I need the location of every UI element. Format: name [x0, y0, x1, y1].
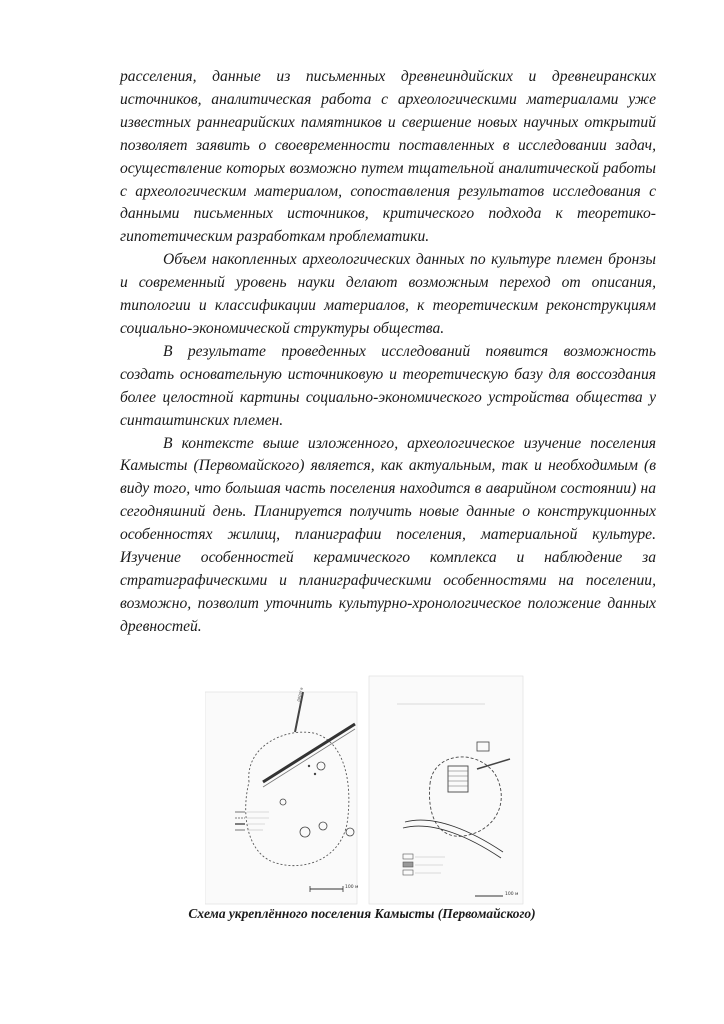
left-scale-label: 100 м — [345, 885, 359, 890]
settlement-scheme-drawing — [205, 674, 525, 906]
figure-caption: Схема укреплённого поселения Камысты (Первомайского) — [188, 906, 536, 921]
right-plan-sheet — [369, 676, 523, 904]
left-plan-sheet — [205, 692, 357, 904]
paragraph-4: В контексте выше изложенного, археологическое изучение поселения Камысты (Первомайского) является, как актуальным, так и необходимым (в виду того, что большая часть поселения находится в аварийном состоянии) на сегодняшний день. Планируется получить новые данные о конструкционных особенностях жилищ, планиграфии поселения, материальной культуре. Изучение особенностей керамического комплекса и наблюдение за стратиграфическими и планиграфическими особенностями на поселении, возможно, позволит уточнить культурно-хронологическое положение данных древностей. — [120, 434, 656, 635]
svg-text:дорога: дорога — [295, 686, 304, 703]
right-scale-label: 100 м — [505, 892, 519, 897]
paragraph-3: В результате проведенных исследований появится возможность создать основательную источниковую и теоретическую базу для воссоздания более целостной картины социально-экономического устройства общества у синташтинских племен. — [120, 342, 656, 429]
body-text — [120, 66, 656, 639]
settlement-scheme-figure — [205, 674, 525, 906]
paragraph-2: Объем накопленных археологических данных по культуре племен бронзы и современный уровень науки делают возможным переход от описания, типологии и классификации материалов, к теоретическим реконструкциям социально-экономической структуры общества. — [120, 251, 656, 337]
paragraph-1: расселения, данные из письменных древнеиндийских и древнеиранских источников, аналитическая работа с археологическими материалами уже известных раннеарийских памятников и свершение новых научных открытий позволяет заявить о своевременности поставленных в исследовании задач, осуществление которых возможно путем тщательной аналитической работы с археологическим материалом, сопоставления результатов исследования с данными письменных источников, критического подхода к теоретико-гипотетическим разработкам проблематики. — [120, 68, 656, 246]
